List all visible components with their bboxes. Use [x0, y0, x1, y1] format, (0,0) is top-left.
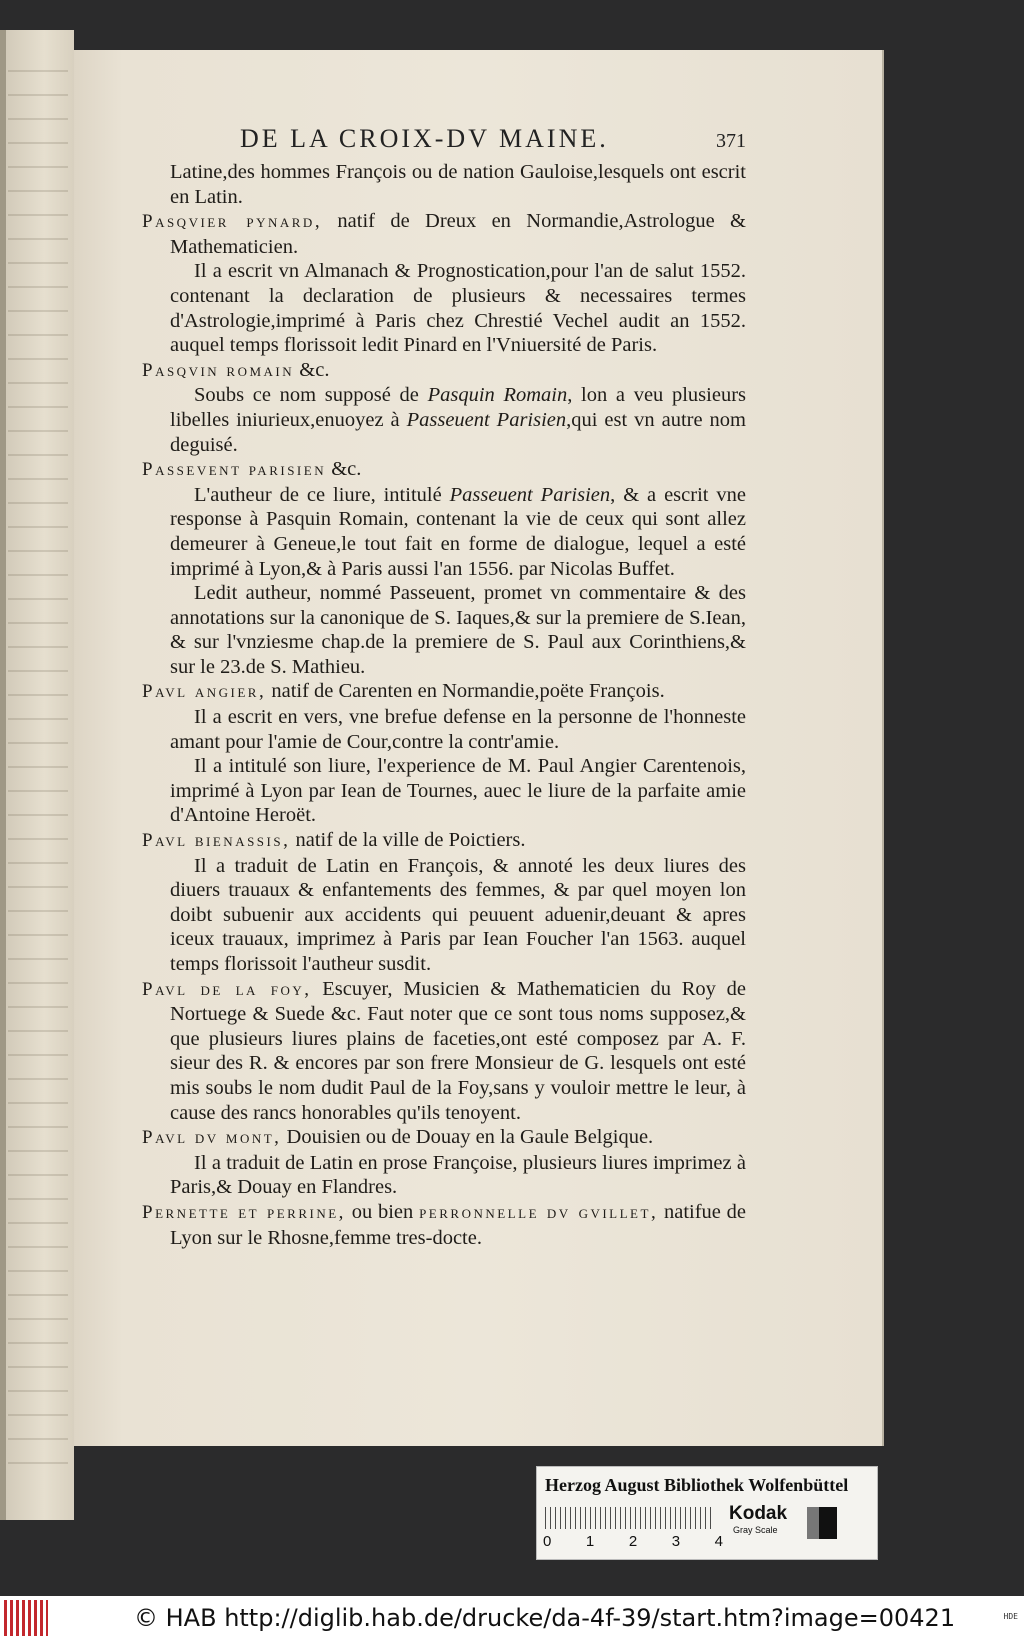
entry-paragraph: [142, 705, 746, 754]
entry-pasquin-romain: [142, 358, 746, 384]
entry-paragraph: [142, 483, 746, 581]
gray-scale-label: Gray Scale: [733, 1525, 778, 1535]
entry-paragraph: [142, 581, 746, 679]
page-gutter-shadow: [0, 30, 6, 1520]
entry-text: Latine,des hommes François ou de nation Gauloise,lesquels ont escrit en Latin.: [170, 161, 746, 208]
entry-text: natif de Dreux en Normandie,Astrologue & Mathematicien.: [170, 210, 746, 258]
page-number: 371: [716, 130, 746, 152]
entry-text: , lon a veu plusieurs libelles iniurieux,enuoyez à: [170, 384, 746, 431]
entry-paragraph: [142, 1151, 746, 1200]
entry-text: ou bien: [345, 1200, 420, 1223]
hab-logo-icon: [4, 1600, 48, 1636]
color-calibration-card: [536, 1466, 878, 1560]
entry-text: Soubs ce nom supposé de: [194, 384, 428, 407]
entry-text: Il a traduit de Latin en François, & annoté les deux liures des diuers trauaux & enfantements des femmes, & par quel moyen lon doibt subuenir aux accidents qui peuuent aduenir,deuant & apres iceux trauaux, imprimez à Paris par Iean Foucher l'an 1563. auquel temps florissoit l'autheur susdit.: [170, 854, 746, 975]
entry-text: natif de la ville de Poictiers.: [290, 829, 526, 852]
entry-text: Il a escrit vn Almanach & Prognostication,pour l'an de salut 1552. contenant la declaration de plusieurs & necessaires termes d'Astrologie,imprimé à Paris chez Chrestié Vechel audit an 1552. auquel temps florissoit ledit Pinard en l'Vniuersité de Paris.: [170, 260, 746, 357]
footer-bar: [0, 1596, 1024, 1640]
page-body: [142, 160, 746, 1250]
entry-paul-de-la-foy: [142, 977, 746, 1126]
entry-name: Pernette et perrine,: [142, 1201, 346, 1223]
entry-paragraph: [142, 754, 746, 828]
entry-text: &c.: [326, 458, 362, 481]
entry-paul-bienassis: [142, 828, 746, 854]
entry-paul-angier: [142, 679, 746, 705]
facing-page-text-bleed: [8, 70, 68, 1470]
entry-text: Escuyer, Musicien & Mathematicien du Roy de Nortuege & Suede &c. Faut noter que ce sont tous noms supposez,& que plusieurs liures plains de faceties,ont esté composez par A. F. sieur des R. & encores par son frere Monsieur de G. lesquels ont esté mis soubs le nom dudit Paul de la Foy,sans y vouloir mettre le leur, à cause des rancs honorables qu'ils tenoyent.: [170, 977, 746, 1124]
entry-name: Pasqvin romain: [142, 359, 295, 381]
entry-paragraph: [142, 854, 746, 977]
entry-name: perronnelle dv gvillet,: [419, 1201, 659, 1223]
kodak-logo: Kodak: [729, 1503, 788, 1524]
gray-patch: [807, 1507, 837, 1539]
entry-name: Pasqvier pynard,: [142, 211, 323, 233]
ruler-numbers: [543, 1533, 723, 1550]
ruler-tick-label: 2: [628, 1533, 638, 1550]
entry-italic: Passeuent Parisien: [449, 483, 611, 506]
facing-page-edge: [0, 30, 74, 1520]
entry-text: Il a escrit en vers, vne brefue defense en la personne de l'honneste amant pour l'amie de Cour,contre la contr'amie.: [170, 706, 746, 753]
entry-name: Pavl bienassis,: [142, 830, 291, 852]
entry-text: &c.: [294, 358, 330, 381]
entry-text: Ledit autheur, nommé Passeuent, promet vn commentaire & des annotations sur la canonique de S. Iaques,& sur la premiere de S.Iean, & sur l'vnziesme chap.de la premiere de S. Paul aux Corinthiens,& sur le 23.de S. Mathieu.: [170, 582, 746, 678]
entry-pasquier-pynard: [142, 209, 746, 259]
entry-text: natif de Carenten en Normandie,poëte François.: [266, 680, 665, 703]
entry-italic: Pasquin Romain: [427, 384, 568, 407]
footer-mark: HDE: [1003, 1612, 1018, 1621]
entry-pernette-et-perrine: [142, 1200, 746, 1250]
entry-text: L'autheur de ce liure, intitulé: [194, 483, 450, 506]
entry-italic: Passeuent Parisien: [406, 408, 567, 431]
entry-paul-du-mont: [142, 1125, 746, 1151]
entry-continuation: [142, 160, 746, 209]
entry-text: Il a traduit de Latin en prose Françoise, plusieurs liures imprimez à Paris,& Douay en Flandres.: [170, 1151, 746, 1199]
ruler-tick-label: 3: [671, 1533, 681, 1550]
entry-paragraph: [142, 383, 746, 457]
entry-name: Pavl angier,: [142, 681, 267, 703]
ruler-tick-label: 4: [714, 1533, 723, 1550]
entry-name: Pavl de la foy,: [142, 978, 312, 1000]
entry-name: Passevent parisien: [142, 459, 327, 481]
ruler-scale: [545, 1507, 715, 1529]
ruler-tick-label: 0: [543, 1533, 552, 1550]
footer-url[interactable]: © HAB http://diglib.hab.de/drucke/da-4f-39/start.htm?image=00421: [134, 1604, 956, 1632]
entry-passevent-parisien: [142, 457, 746, 483]
entry-text: Douisien ou de Douay en la Gaule Belgique.: [281, 1126, 654, 1149]
entry-text: , & a escrit vne response à Pasquin Romain, contenant la vie de ceux qui sont allez demeurer à Geneue,le tout fait en forme de dialogue, lequel a esté imprimé à Lyon,& à Paris aussi l'an 1556. par Nicolas Buffet.: [170, 483, 746, 580]
entry-text: ,qui est vn autre nom deguisé.: [170, 408, 746, 456]
ruler-tick-label: 1: [585, 1533, 595, 1550]
entry-paragraph: [142, 259, 746, 357]
entry-text: natifue de Lyon sur le Rhosne,femme tres-docte.: [170, 1200, 747, 1249]
entry-text: Il a intitulé son liure, l'experience de M. Paul Angier Carentenois, imprimé à Lyon par Iean de Tournes, auec le liure de la parfaite amie d'Antoine Heroët.: [170, 755, 746, 827]
page-header: [166, 124, 746, 154]
library-name: Herzog August Bibliothek Wolfenbüttel: [545, 1475, 849, 1495]
running-head: DE LA CROIX-DV MAINE.: [240, 124, 609, 153]
entry-name: Pavl dv mont,: [142, 1127, 282, 1149]
